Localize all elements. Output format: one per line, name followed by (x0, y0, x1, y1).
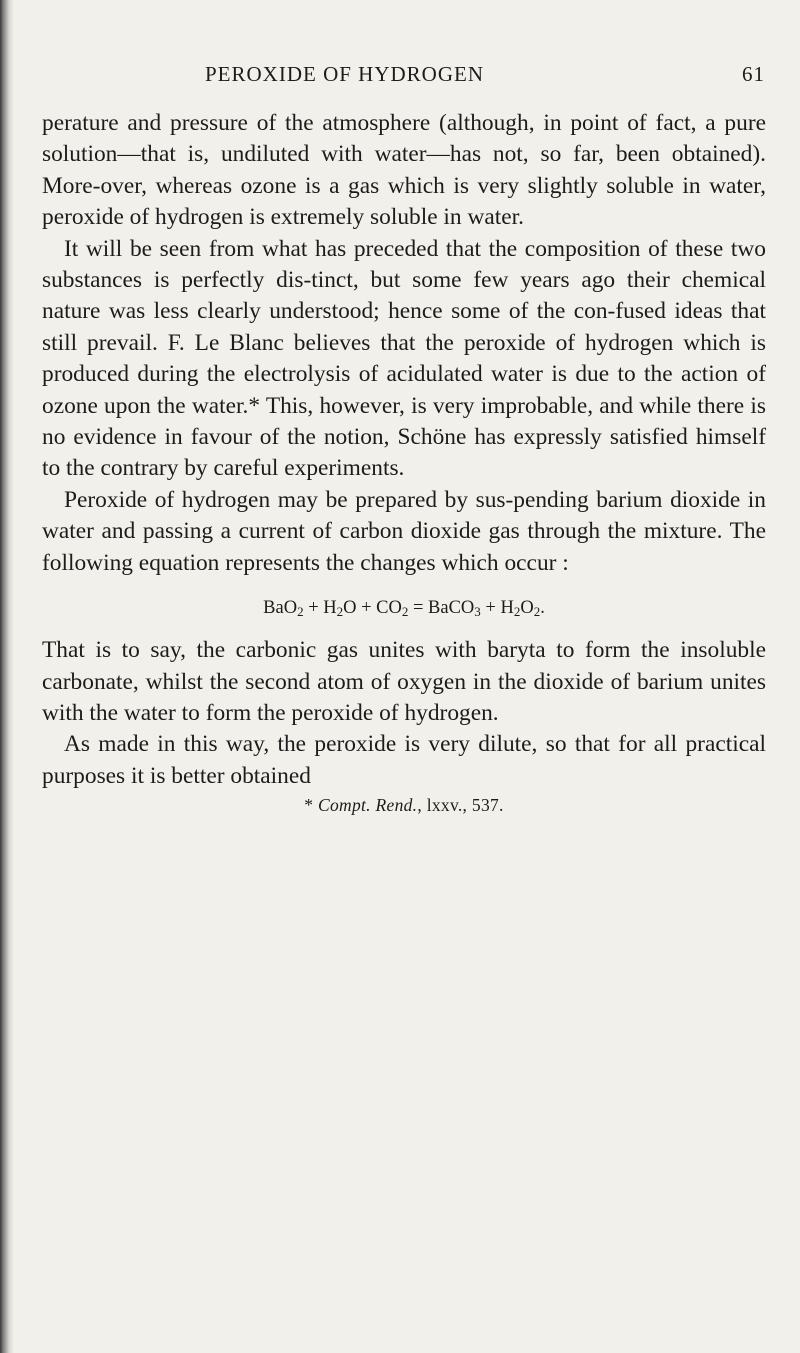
body-text (42, 108, 766, 818)
chemical-equation: $BaO_2 + H_2O + CO_2$ = BaCO$_3$ + $H_2O_2$. (263, 598, 545, 620)
page-header (205, 62, 765, 96)
footnote-source: Compt. Rend. (317, 795, 418, 816)
paragraph-continued: perature and pressure of the atmosphere (although, in point of fact, a pure solution—that is, undiluted with water—has not, so far, been obtained). More-over, whereas ozone is a gas which is very slightly soluble in water, peroxide of hydrogen is extremely soluble in water. (42, 110, 766, 231)
paragraph-preparation: Peroxide of hydrogen may be prepared by sus-pending barium dioxide in water and passing a current of carbon dioxide gas through the mixture. The following equation represents the changes which occur : (42, 486, 766, 576)
paragraph-explanation: That is to say, the carbonic gas unites with baryta to form the insoluble carbonate, whilst the second atom of oxygen in the dioxide of barium unites with the water to form the peroxide of hydrogen. (42, 637, 766, 726)
page-number: 61 (742, 62, 765, 86)
paragraph-dilution: As made in this way, the peroxide is very dilute, so that for all practical purposes it is better obtained (42, 731, 766, 789)
footnote (42, 792, 766, 818)
footnote-marker: * (304, 795, 318, 816)
running-head: PEROXIDE OF HYDROGEN (205, 62, 485, 86)
page-binding-edge (0, 0, 14, 1353)
footnote-reference: , lxxv., 537. (417, 795, 504, 816)
paragraph-composition: It will be seen from what has preceded that the composition of these two substances is perfectly dis-tinct, but some few years ago their chemical nature was less clearly understood; hence some of the con-fused ideas that still prevail. F. Le Blanc believes that the peroxide of hydrogen which is produced during the electrolysis of acidulated water is due to the action of ozone upon the water.* This, however, is very improbable, and while there is no evidence in favour of the notion, Schöne has expressly satisfied himself to the contrary by careful experiments. (42, 235, 766, 482)
